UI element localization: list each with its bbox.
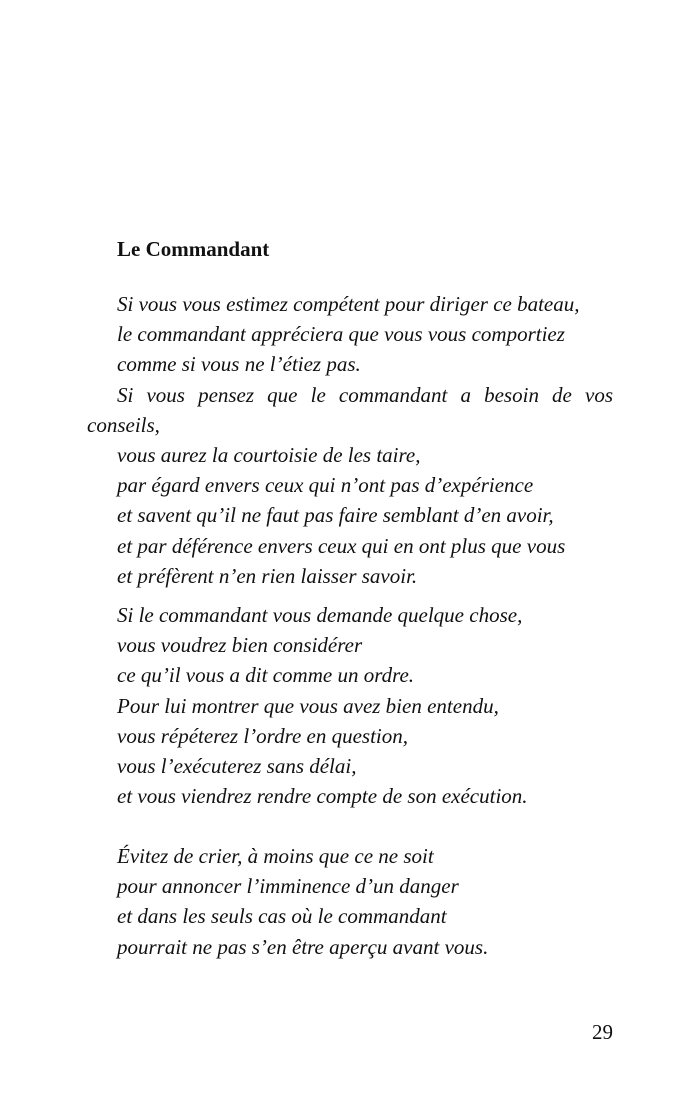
verse-line: comme si vous ne l’étiez pas. <box>117 352 361 377</box>
verse-line: et savent qu’il ne faut pas faire semblant d’en avoir, <box>117 503 554 528</box>
verse-line-continuation: conseils, <box>87 412 160 437</box>
verse-line: Évitez de crier, à moins que ce ne soit <box>117 844 434 868</box>
poem-title: Le Commandant <box>117 237 270 261</box>
stanza-1 <box>87 289 613 591</box>
verse-line: Si vous vous estimez compétent pour diriger ce bateau, <box>117 292 580 316</box>
verse-line: vous aurez la courtoisie de les taire, <box>117 443 421 468</box>
verse-line: vous répéterez l’ordre en question, <box>117 723 409 748</box>
verse-line: pour annoncer l’imminence d’un danger <box>117 874 459 899</box>
verse-line: et préfèrent n’en rien laisser savoir. <box>117 563 418 588</box>
verse-line: Si le commandant vous demande quelque chose, <box>117 603 523 627</box>
stanza-2 <box>117 600 613 811</box>
verse-line: par égard envers ceux qui n’ont pas d’expérience <box>117 473 534 498</box>
verse-line: et dans les seuls cas où le commandant <box>117 904 447 929</box>
verse-line: pourrait ne pas s’en être aperçu avant vous. <box>117 934 489 959</box>
page-number: 29 <box>592 1020 613 1044</box>
verse-line: et vous viendrez rendre compte de son exécution. <box>117 784 528 809</box>
verse-line: et par déférence envers ceux qui en ont plus que vous <box>117 533 566 558</box>
stanza-3 <box>117 841 613 962</box>
verse-line: vous voudrez bien considérer <box>117 633 363 658</box>
verse-line: Si vous pensez que le commandant a besoin de vos <box>117 382 613 407</box>
verse-line: Pour lui montrer que vous avez bien entendu, <box>117 693 499 718</box>
verse-line: le commandant appréciera que vous vous comportiez <box>117 322 565 347</box>
verse-line: ce qu’il vous a dit comme un ordre. <box>117 663 415 688</box>
verse-line: vous l’exécuterez sans délai, <box>117 754 357 779</box>
